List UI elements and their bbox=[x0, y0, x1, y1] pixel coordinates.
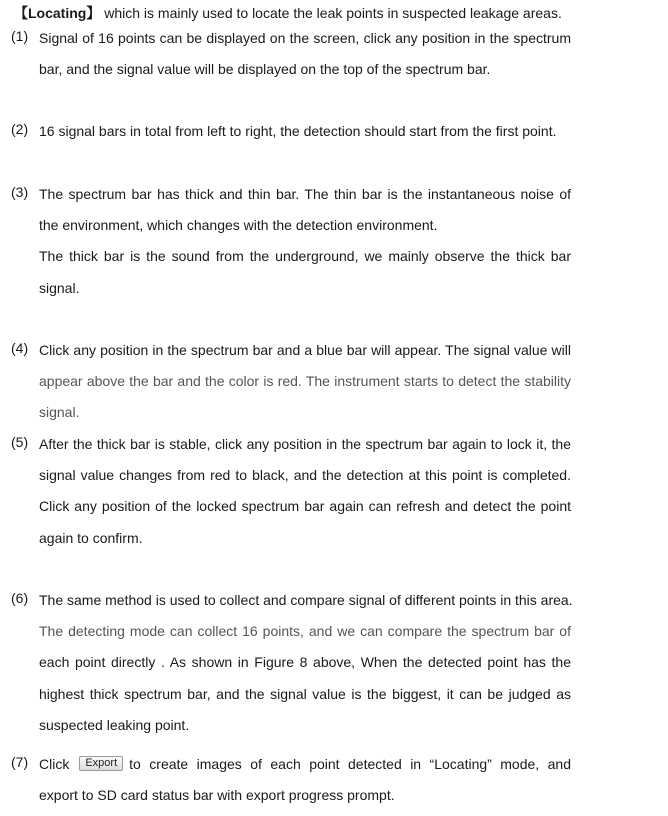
item-line: The detecting mode can collect 16 points, and we can compare the spectrum bar of bbox=[39, 623, 571, 640]
item-number: (4) bbox=[11, 340, 29, 356]
list-item-2 bbox=[11, 121, 571, 152]
item-line: Signal of 16 points can be displayed on the screen, click any position in the spectrum bbox=[39, 30, 571, 46]
item-line: Click any position in the spectrum bar and a blue bar will appear. The signal value will bbox=[39, 342, 571, 358]
list-item-6 bbox=[11, 590, 571, 746]
item-line: appear above the bar and the color is red. The instrument starts to detect the stability bbox=[39, 373, 571, 390]
item-number: (1) bbox=[11, 28, 29, 44]
intro-text: which is mainly used to locate the leak points in suspected leakage areas. bbox=[104, 5, 562, 21]
list-item-5 bbox=[11, 434, 571, 559]
list-item-1 bbox=[11, 28, 571, 90]
item-line: Click any position of the locked spectrum bar again can refresh and detect the point bbox=[39, 498, 571, 515]
item-line-rest: to create images of each point detected in “Locating” mode, and bbox=[129, 756, 571, 772]
item-line: each point directly . As shown in Figure 8 above, When the detected point has the bbox=[39, 654, 571, 671]
list-item-4 bbox=[11, 340, 571, 434]
intro-line bbox=[14, 3, 664, 23]
item-line: signal. bbox=[39, 404, 80, 421]
item-line: The thick bar is the sound from the underground, we mainly observe the thick bar bbox=[39, 248, 571, 265]
item-line: again to confirm. bbox=[39, 529, 143, 546]
item-line: The same method is used to collect and compare signal of different points in this area. bbox=[39, 592, 573, 608]
list-item-7 bbox=[11, 754, 571, 816]
locating-heading: 【Locating】 bbox=[14, 5, 101, 21]
item-line: 16 signal bars in total from left to right, the detection should start from the first point. bbox=[39, 123, 557, 139]
item-line: signal. bbox=[39, 279, 80, 296]
item-line: export to SD card status bar with export progress prompt. bbox=[39, 787, 395, 804]
click-word: Click bbox=[39, 756, 70, 772]
item-line: The spectrum bar has thick and thin bar. The thin bar is the instantaneous noise of bbox=[39, 186, 571, 202]
item-line: highest thick spectrum bar, and the signal value is the biggest, it can be judged as bbox=[39, 685, 571, 702]
item-line: the environment, which changes with the detection environment. bbox=[39, 217, 438, 234]
item-number: (5) bbox=[11, 434, 29, 450]
export-button[interactable]: Export bbox=[79, 756, 123, 771]
list-item-3 bbox=[11, 184, 571, 309]
item-line: suspected leaking point. bbox=[39, 716, 190, 733]
item-line: signal value changes from red to black, and the detection at this point is completed. bbox=[39, 467, 571, 484]
item-line bbox=[39, 754, 571, 785]
item-number: (7) bbox=[11, 754, 29, 770]
item-number: (2) bbox=[11, 121, 29, 137]
item-number: (6) bbox=[11, 590, 29, 606]
item-line: After the thick bar is stable, click any position in the spectrum bar again to lock it, the bbox=[39, 436, 571, 452]
item-number: (3) bbox=[11, 184, 29, 200]
item-line: bar, and the signal value will be displayed on the top of the spectrum bar. bbox=[39, 61, 491, 78]
